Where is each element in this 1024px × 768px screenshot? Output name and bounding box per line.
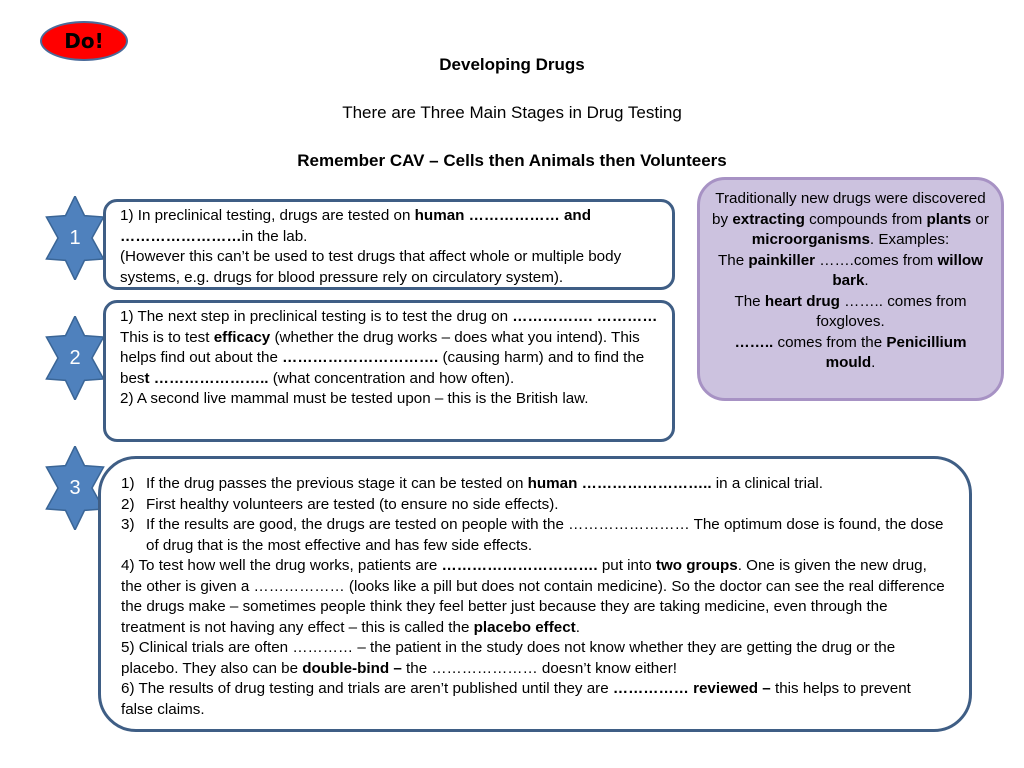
stage-1-text (120, 206, 660, 247)
microorganisms-term: microorganisms (751, 231, 870, 248)
willow-bark-term: willow bark (832, 251, 983, 289)
text-run: …….comes from (815, 251, 938, 269)
do-badge-label: Do! (64, 29, 104, 53)
stage-3-number: 3 (69, 476, 81, 499)
blank-dots: ……………. ………… (512, 308, 658, 325)
two-groups-term: two groups (655, 557, 738, 574)
placebo-effect-term: placebo effect (473, 618, 576, 636)
text-run: in the lab. (241, 227, 308, 245)
stage-1-number: 1 (69, 226, 81, 249)
text-run: 4) To test how well the drug works, patients are (121, 557, 442, 574)
paragraph-5 (121, 638, 947, 679)
stage-2-law: 2) A second live mammal must be tested upon – this is the British law. (120, 390, 589, 407)
plants-term: plants (926, 210, 972, 228)
cav-reminder: Remember CAV – Cells then Animals then Volunteers (297, 151, 727, 170)
list-item (121, 474, 947, 495)
text-run: This is to test (120, 328, 214, 346)
text-run: . Examples: (869, 231, 950, 248)
list-number: 1) (121, 475, 135, 492)
stage-2-star (42, 316, 108, 400)
text-run: . (864, 272, 869, 289)
text-run: The (717, 251, 749, 269)
list-number: 3) (121, 516, 135, 533)
stage-1-star (42, 196, 108, 280)
stage-2-number: 2 (69, 346, 81, 369)
text-run: First healthy volunteers are tested (to ensure no side effects). (146, 495, 559, 513)
stage-2-box (103, 300, 675, 442)
text-run: Traditionally new drugs were discovered by (712, 190, 986, 228)
text-run: compounds from (804, 210, 927, 228)
text-run: . (871, 354, 876, 371)
blank-human-and: human ……………… and …………………… (120, 207, 591, 245)
text-run: (whether the drug works – does what you intend). This helps find out about the (120, 328, 640, 366)
stage-2-text (120, 307, 660, 389)
list-item (121, 515, 947, 556)
text-run: . One is given the new drug, the other is given a ……………… (looks like a pill but does not contain medicine). So the doctor can see the real difference the drugs make – sometimes people think they feel better just because they are taking medicine, even through the treatment is not having any effect – this is called the (121, 557, 945, 636)
stage-1-note: (However this can’t be used to test drugs that affect whole or multiple body systems, e.g. drugs for blood pressure rely on circulatory system). (120, 248, 622, 286)
text-run: If the drug passes the previous stage it can be tested on (146, 475, 528, 492)
reviewed-term: …………… reviewed – (612, 680, 771, 697)
list-item (121, 495, 947, 516)
list-number: 2) (121, 495, 135, 513)
side-heart-drug (710, 292, 991, 333)
text-run: …….. comes from foxgloves. (816, 292, 967, 330)
paragraph-6 (121, 679, 947, 720)
text-run: If the results are good, the drugs are tested on people with the …………………… The optimum dose is found, the dose of drug that is the most effective and has few side effects. (146, 516, 944, 554)
painkiller-term: painkiller (748, 251, 816, 269)
text-run: 1) In preclinical testing, drugs are tested on (120, 207, 415, 224)
text-run: . (575, 618, 580, 636)
paragraph-4 (121, 556, 947, 638)
page-subtitle: There are Three Main Stages in Drug Testing (342, 103, 682, 122)
double-bind-term: double-bind – (302, 659, 402, 677)
text-run: put into (597, 557, 656, 574)
text-run: comes from the (773, 333, 887, 351)
heart-drug-term: heart drug (764, 292, 840, 310)
text-run: (causing harm) and to find the bes (120, 349, 645, 387)
traditional-drugs-box (697, 177, 1004, 401)
side-painkiller (710, 251, 991, 292)
blank-dots: t ………………….. (144, 369, 269, 387)
stage-1-box (103, 199, 675, 290)
efficacy-term: efficacy (213, 328, 271, 346)
side-penicillin (710, 333, 991, 374)
text-run: The (734, 292, 765, 310)
text-run: the ………………… doesn’t know either! (401, 659, 677, 677)
text-run: 6) The results of drug testing and trials are aren’t published until they are (121, 680, 613, 697)
text-run: (what concentration and how often). (268, 369, 515, 387)
blank-dots: …………………………. (282, 349, 439, 366)
page-title: Developing Drugs (439, 55, 585, 74)
text-run: 1) The next step in preclinical testing is to test the drug on (120, 308, 513, 325)
blank-human: human …………………….. (527, 475, 712, 492)
penicillium-term: Penicillium mould (825, 333, 967, 371)
side-intro (710, 189, 991, 251)
blank-dots: …….. (734, 333, 774, 351)
text-run: in a clinical trial. (711, 475, 823, 492)
text-run: 5) Clinical trials are often ………… – the patient in the study does not know whether they are getting the drug or the placebo. They also can be (121, 639, 896, 677)
stage-3-box (98, 456, 972, 732)
extracting-term: extracting (732, 210, 805, 228)
blank-dots: …………………………. (441, 557, 598, 574)
text-run: this helps to prevent false claims. (121, 680, 911, 718)
text-run: or (971, 210, 989, 228)
